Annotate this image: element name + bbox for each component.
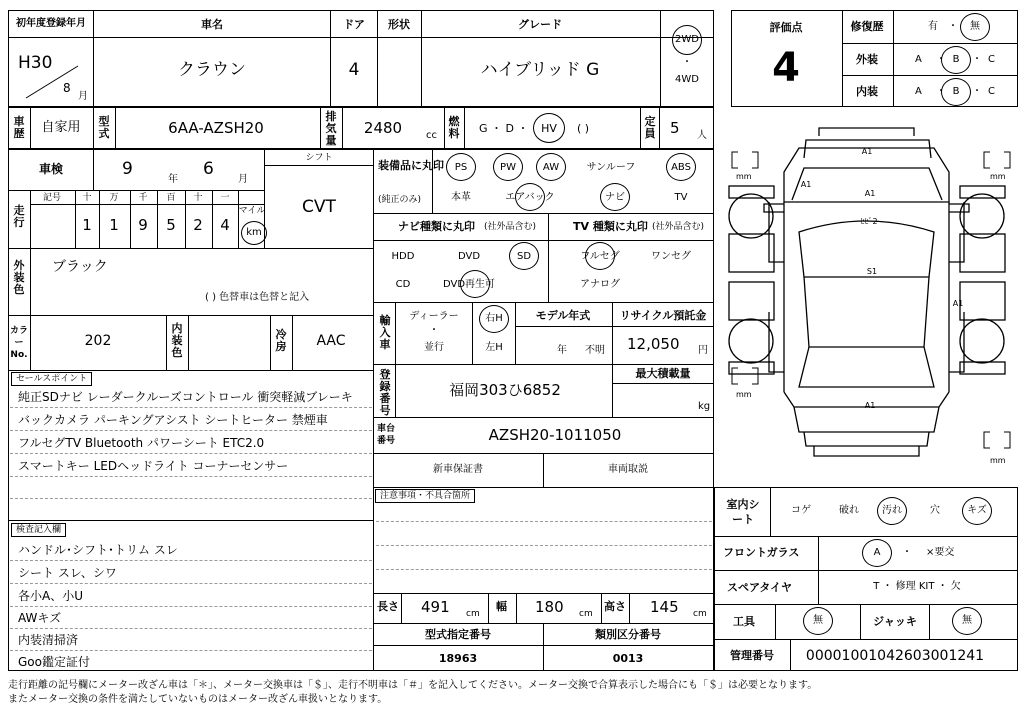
insp-line-5: 内装清掃済 <box>18 633 79 647</box>
import-dot: ・ <box>429 325 439 336</box>
color-no-label: カラーNo. <box>10 326 29 360</box>
rule-line <box>516 593 517 623</box>
height-label: 高さ <box>604 600 626 613</box>
navi-dvd: DVD <box>457 251 481 262</box>
shaken-label: 車検 <box>38 162 64 176</box>
rule-line <box>8 37 714 38</box>
rule-line <box>612 302 613 417</box>
seat-stain: 汚れ <box>882 505 902 516</box>
shaken-month: 6 <box>203 159 214 179</box>
rule-line <box>373 302 714 303</box>
rule-line <box>115 107 116 149</box>
rule-line <box>75 190 76 248</box>
length-value: 491 <box>421 598 450 616</box>
equip-tv: TV <box>674 192 688 203</box>
color-value: ブラック <box>52 259 108 275</box>
equip-navi: ナビ <box>605 192 625 203</box>
import-parallel: 並行 <box>424 342 444 353</box>
repair-dot: ・ <box>948 21 958 32</box>
color-label: 外装色 <box>13 259 25 296</box>
tv-fullseg: フルセグ <box>580 251 620 262</box>
rule-line <box>488 593 489 623</box>
rule-line <box>292 315 293 370</box>
shift-value: CVT <box>302 197 336 217</box>
mark-1: A1 <box>861 147 873 156</box>
shaken-year-unit: 年 <box>168 174 178 185</box>
reg-month-unit: 月 <box>78 91 88 102</box>
door-label: ドア <box>343 18 365 31</box>
ext-a: A <box>915 54 922 65</box>
rule-line <box>515 326 714 327</box>
ext-dot1: ・ <box>936 54 946 65</box>
odo-digit-1: 1 <box>82 216 92 234</box>
rule-line <box>444 107 445 149</box>
rule-line <box>10 650 372 651</box>
tool-value: 無 <box>813 615 823 626</box>
odo-digit-5: 2 <box>193 216 203 234</box>
seat-burn: コゲ <box>791 505 811 516</box>
recycle-unit: 円 <box>698 345 708 356</box>
rule-line <box>373 487 714 488</box>
equip-label: 装備品に丸印 <box>378 159 444 172</box>
odo-km: km <box>246 227 262 238</box>
rule-line <box>640 107 641 149</box>
sales-line-3: フルセグTV Bluetooth パワーシート ETC2.0 <box>18 436 265 450</box>
interior-label: 内装 <box>856 85 878 98</box>
fuel-options: G ・ D ・ <box>479 122 529 135</box>
rule-line <box>472 302 473 364</box>
drive-2wd: 2WD <box>675 34 699 45</box>
rule-line <box>543 623 544 671</box>
odo-head-2: 万 <box>109 193 119 203</box>
int-dot2: ・ <box>972 86 982 97</box>
chassis-label: 車台番号 <box>376 424 395 446</box>
capacity-value: 5 <box>670 119 680 137</box>
rule-line <box>342 107 343 149</box>
odo-digit-6: 4 <box>220 216 230 234</box>
rule-line <box>660 10 661 107</box>
class-no-label: 類別区分番号 <box>595 628 661 641</box>
rule-line <box>373 240 714 241</box>
rule-line <box>10 476 372 477</box>
sales-line-4: スマートキー LEDヘッドライト コーナーセンサー <box>18 459 289 473</box>
rule-line <box>395 302 396 417</box>
mm-4: mm <box>990 456 1006 465</box>
rule-line <box>790 639 791 671</box>
odo-digit-2: 1 <box>109 216 119 234</box>
seat-tear: 破れ <box>839 505 859 516</box>
int-c: C <box>988 86 995 97</box>
rule-line <box>376 545 712 546</box>
repair-label: 修復歴 <box>850 20 884 33</box>
width-value: 180 <box>535 598 564 616</box>
grade-label: グレード <box>518 18 562 31</box>
navi-sd: SD <box>516 251 532 262</box>
spare-tire-options: T ・ 修理 KIT ・ 欠 <box>873 581 961 592</box>
rule-line <box>714 570 1018 571</box>
odo-mile: マイル <box>238 206 266 216</box>
int-b: B <box>952 86 960 97</box>
notes-tag: 注意事項・不具合箇所 <box>375 489 475 503</box>
length-unit: cm <box>466 609 480 619</box>
footer-note-2: またメーター交換の条件を満たしていないものはメーター改ざん車扱いとなります。 <box>8 694 388 705</box>
color-note: ( ) 色替車は色替と記入 <box>205 292 310 303</box>
car-name-label: 車名 <box>201 18 223 31</box>
rule-line <box>30 204 264 205</box>
rule-line <box>8 370 374 371</box>
history-value: 自家用 <box>41 120 81 135</box>
odo-head-3: 千 <box>138 193 148 203</box>
sales-line-1: 純正SDナビ レーダークルーズコントロール 衝突軽減ブレーキ <box>18 390 353 404</box>
load-unit: kg <box>698 401 711 412</box>
equip-sub: (純正のみ) <box>378 195 422 205</box>
ac-label: 冷房 <box>275 328 287 353</box>
rule-line <box>264 165 374 166</box>
rule-line <box>401 593 402 623</box>
rule-line <box>629 593 630 623</box>
rule-line <box>775 604 776 639</box>
door-count: 4 <box>348 60 360 80</box>
model-label: 型式 <box>98 115 110 140</box>
tv-type-label: TV 種類に丸印 <box>573 220 648 233</box>
rule-line <box>893 10 894 107</box>
mm-3: mm <box>736 390 752 399</box>
ac-value: AAC <box>316 333 346 349</box>
model-year-unit: 年 <box>557 345 567 356</box>
navi-dvd-play: DVD再生可 <box>442 279 496 290</box>
import-label: 輸入車 <box>379 314 391 351</box>
grade-value: ハイブリッド G <box>480 60 600 80</box>
insp-line-6: Goo鑑定証付 <box>18 655 90 669</box>
sales-points-tag: セールスポイント <box>11 372 92 386</box>
rule-line <box>10 606 372 607</box>
rule-line <box>10 430 372 431</box>
history-label: 車歴 <box>13 115 25 140</box>
equip-sunroof: サンルーフ <box>586 162 636 173</box>
import-dealer: ディーラー <box>409 311 459 322</box>
odo-head-symbol: 記号 <box>42 193 62 203</box>
rule-line <box>601 593 602 623</box>
displacement-value: 2480 <box>363 119 403 137</box>
insp-line-4: AWキズ <box>18 611 62 625</box>
mark-6: A1 <box>952 299 964 308</box>
rule-line <box>130 190 131 248</box>
equip-airbag: エアバック <box>505 192 555 203</box>
drive-4wd: 4WD <box>675 74 699 85</box>
rule-line <box>212 190 213 248</box>
capacity-unit: 人 <box>697 130 707 141</box>
rule-line <box>929 604 930 639</box>
rule-line <box>185 190 186 248</box>
rule-line <box>30 107 31 149</box>
exterior-label: 外装 <box>856 53 878 66</box>
rule-line <box>373 417 714 418</box>
reg-date-label: 初年度登録年月 <box>16 18 86 29</box>
odo-head-6: 一 <box>220 193 230 203</box>
rule-line <box>612 383 714 384</box>
plate-label: 登録番号 <box>379 368 391 417</box>
warranty-label: 新車保証書 <box>433 464 483 475</box>
shaken-month-unit: 月 <box>238 174 248 185</box>
drive-dot: ・ <box>682 57 692 68</box>
rule-line <box>99 190 100 248</box>
height-value: 145 <box>650 598 679 616</box>
rule-line <box>842 10 843 107</box>
rule-line <box>10 628 372 629</box>
footer-note-1: 走行距離の記号欄にメーター改ざん車は「＊」、メーター交換車は「＄」、走行不明車は「＃」を記入してください。メーター交換で合算表示した場合にも「＄」は必要となります。 <box>8 680 818 691</box>
model-year-label: モデル年式 <box>535 309 591 322</box>
rule-line <box>515 302 516 364</box>
rule-line <box>93 107 94 149</box>
mileage-label: 走行 <box>13 204 25 229</box>
tool-label: 工具 <box>733 615 755 628</box>
width-label: 幅 <box>496 600 507 613</box>
seat-scratch: キズ <box>967 505 987 516</box>
spec-row <box>8 107 714 149</box>
rule-line <box>373 645 714 646</box>
rule-line <box>238 190 239 248</box>
width-unit: cm <box>579 609 593 619</box>
mark-4: ﾋﾋﾞ2 <box>860 217 878 226</box>
rule-line <box>93 149 94 190</box>
management-no-value: 00001001042603001241 <box>805 648 985 664</box>
equip-ps: PS <box>454 162 468 173</box>
windshield-dot: ・ <box>902 547 912 558</box>
rule-line <box>330 10 331 107</box>
rule-line <box>8 248 374 249</box>
recycle-label: リサイクル預託金 <box>619 309 707 322</box>
windshield-a: A <box>873 547 881 558</box>
mark-2: A1 <box>800 180 812 189</box>
mm-2: mm <box>990 172 1006 181</box>
int-dot1: ・ <box>936 86 946 97</box>
jack-value: 無 <box>962 615 972 626</box>
rule-line <box>376 569 712 570</box>
rule-line <box>157 190 158 248</box>
chassis-value: AZSH20-1011050 <box>488 426 622 444</box>
seat-label: 室内シート <box>726 498 760 526</box>
class-no-value: 0013 <box>612 652 644 665</box>
mark-7: A1 <box>864 401 876 410</box>
rule-line <box>10 498 372 499</box>
odo-digit-4: 5 <box>166 216 176 234</box>
rule-line <box>860 604 861 639</box>
score-label: 評価点 <box>769 21 803 34</box>
capacity-label: 定員 <box>644 115 656 140</box>
insp-line-1: ハンドル･シフト･トリム スレ <box>18 543 178 557</box>
tv-type-sub: (社外品含む) <box>652 222 705 232</box>
score-value: 4 <box>772 45 800 91</box>
import-left: 左H <box>485 342 503 353</box>
shift-label: シフト <box>305 153 333 163</box>
fuel-paren: ( ) <box>577 122 590 135</box>
rule-line <box>10 583 372 584</box>
rule-line <box>8 190 264 191</box>
model-year-unknown: 不明 <box>585 345 605 356</box>
model-code: 6AA-AZSH20 <box>168 119 264 137</box>
ext-c: C <box>988 54 995 65</box>
rule-line <box>8 315 374 316</box>
color-no-value: 202 <box>84 333 112 349</box>
rule-line <box>320 107 321 149</box>
rule-line <box>188 315 189 370</box>
equip-pw: PW <box>500 162 516 173</box>
ext-b: B <box>952 54 960 65</box>
car-damage-diagram <box>724 112 1020 486</box>
insp-line-3: 各小A、小U <box>18 589 83 603</box>
rule-line <box>373 364 714 365</box>
seat-hole: 穴 <box>930 505 940 516</box>
navi-type-label: ナビ種類に丸印 <box>398 220 475 233</box>
mm-1: mm <box>736 172 752 181</box>
repair-no: 無 <box>970 21 980 32</box>
spare-tire-label: スペアタイヤ <box>727 581 793 594</box>
rule-line <box>659 107 660 149</box>
rule-line <box>93 10 94 107</box>
navi-hdd: HDD <box>391 251 415 262</box>
fuel-label: 燃料 <box>448 115 460 140</box>
rule-line <box>373 213 714 214</box>
rule-line <box>714 639 1018 640</box>
inspection-tag: 検査記入欄 <box>11 523 66 537</box>
type-no-label: 型式指定番号 <box>425 628 491 641</box>
displacement-unit: cc <box>426 130 437 141</box>
odo-head-4: 百 <box>166 193 176 203</box>
int-a: A <box>915 86 922 97</box>
mark-5: S1 <box>866 267 878 276</box>
reg-year: H30 <box>18 53 53 73</box>
ext-dot2: ・ <box>972 54 982 65</box>
rule-line <box>30 190 31 370</box>
navi-type-sub: (社外品含む) <box>484 222 537 232</box>
equip-abs: ABS <box>671 162 691 173</box>
height-unit: cm <box>693 609 707 619</box>
rule-line <box>270 315 271 370</box>
rule-line <box>842 75 1018 76</box>
jack-label: ジャッキ <box>873 615 917 628</box>
tv-oneseg: ワンセグ <box>651 251 691 262</box>
equip-leather: 本革 <box>451 192 471 203</box>
rule-line <box>10 407 372 408</box>
interior-color-label: 内装色 <box>171 322 183 359</box>
rule-line <box>166 315 167 370</box>
import-right: 右H <box>485 313 503 324</box>
equip-aw: AW <box>542 162 560 173</box>
rule-line <box>10 453 372 454</box>
insp-line-2: シート スレ、シワ <box>18 566 117 580</box>
rule-line <box>421 10 422 107</box>
plate-value: 福岡303ひ6852 <box>449 381 561 399</box>
manual-label: 車両取説 <box>608 464 648 475</box>
rule-line <box>714 536 1018 537</box>
rule-line <box>377 10 378 107</box>
repair-yes: 有 <box>928 21 938 32</box>
rule-line <box>770 487 771 536</box>
length-label: 長さ <box>377 600 399 613</box>
car-name: クラウン <box>178 60 246 80</box>
rule-line <box>464 107 465 149</box>
management-no-label: 管理番号 <box>730 649 774 662</box>
load-label: 最大積載量 <box>635 367 691 380</box>
rule-line <box>842 43 1018 44</box>
odo-digit-3: 9 <box>138 216 148 234</box>
type-no-value: 18963 <box>438 652 478 665</box>
mark-3: A1 <box>864 189 876 198</box>
rule-line <box>10 560 372 561</box>
rule-line <box>8 520 374 521</box>
recycle-value: 12,050 <box>627 335 680 353</box>
rule-line <box>373 593 714 594</box>
sales-line-2: バックカメラ パーキングアシスト シートヒーター 禁煙車 <box>18 413 328 427</box>
rule-line <box>543 453 544 487</box>
reg-month: 8 <box>63 81 71 95</box>
windshield-replace: ×要交 <box>926 547 955 558</box>
shape-label: 形状 <box>388 18 410 31</box>
rule-line <box>714 604 1018 605</box>
fuel-hv: HV <box>541 122 557 135</box>
rule-line <box>818 536 819 604</box>
odo-head-1: 十 <box>82 193 92 203</box>
displacement-label: 排気量 <box>325 110 337 147</box>
tv-analog: アナログ <box>580 279 620 290</box>
rule-line <box>548 213 549 302</box>
navi-cd: CD <box>395 279 411 290</box>
rule-line <box>376 521 712 522</box>
odo-head-5: 十 <box>193 193 203 203</box>
shaken-year: 9 <box>122 159 133 179</box>
windshield-label: フロントガラス <box>723 546 800 559</box>
